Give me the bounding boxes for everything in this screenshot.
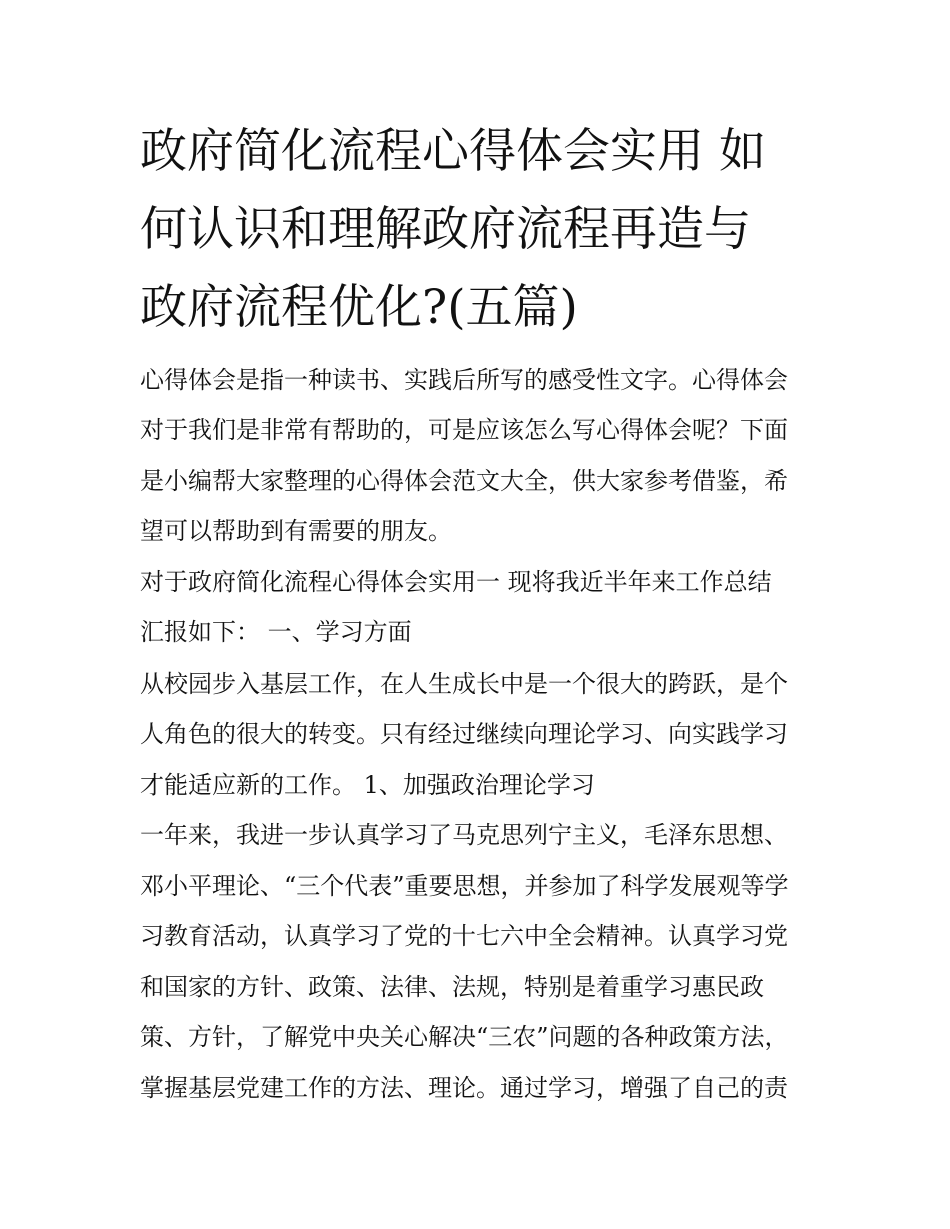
document-title-line-1: 政府简化流程心得体会实用 如 [140, 124, 766, 179]
body-line: 才能适应新的工作。 1、加强政治理论学习 [140, 771, 595, 799]
body-line: 人角色的很大的转变。只有经过继续向理论学习、向实践学习 [140, 720, 788, 748]
body-line: 策、方针，了解党中央关心解决“三农”问题的各种政策方法， [140, 1023, 789, 1051]
body-line: 和国家的方针、政策、法律、法规，特别是着重学习惠民政 [140, 973, 764, 1001]
body-line: 掌握基层党建工作的方法、理论。通过学习，增强了自己的责 [140, 1074, 788, 1102]
body-line: 汇报如下： 一、学习方面 [140, 618, 412, 646]
document-title-line-2: 何认识和理解政府流程再造与 [140, 202, 751, 257]
body-line: 对于政府简化流程心得体会实用一 现将我近半年来工作总结 [140, 568, 772, 596]
body-line: 邓小平理论、“三个代表”重要思想，并参加了科学发展观等学 [140, 872, 789, 900]
body-line: 对于我们是非常有帮助的，可是应该怎么写心得体会呢？下面 [140, 416, 788, 444]
body-line: 望可以帮助到有需要的朋友。 [140, 517, 452, 545]
body-line: 心得体会是指一种读书、实践后所写的感受性文字。心得体会 [140, 366, 788, 394]
body-line: 一年来，我进一步认真学习了马克思列宁主义，毛泽东思想、 [140, 821, 788, 849]
body-line: 从校园步入基层工作，在人生成长中是一个很大的跨跃，是个 [140, 670, 788, 698]
body-line: 是小编帮大家整理的心得体会范文大全，供大家参考借鉴，希 [140, 467, 788, 495]
document-title-line-3: 政府流程优化?(五篇) [140, 280, 578, 335]
body-line: 习教育活动，认真学习了党的十七六中全会精神。认真学习党 [140, 922, 788, 950]
